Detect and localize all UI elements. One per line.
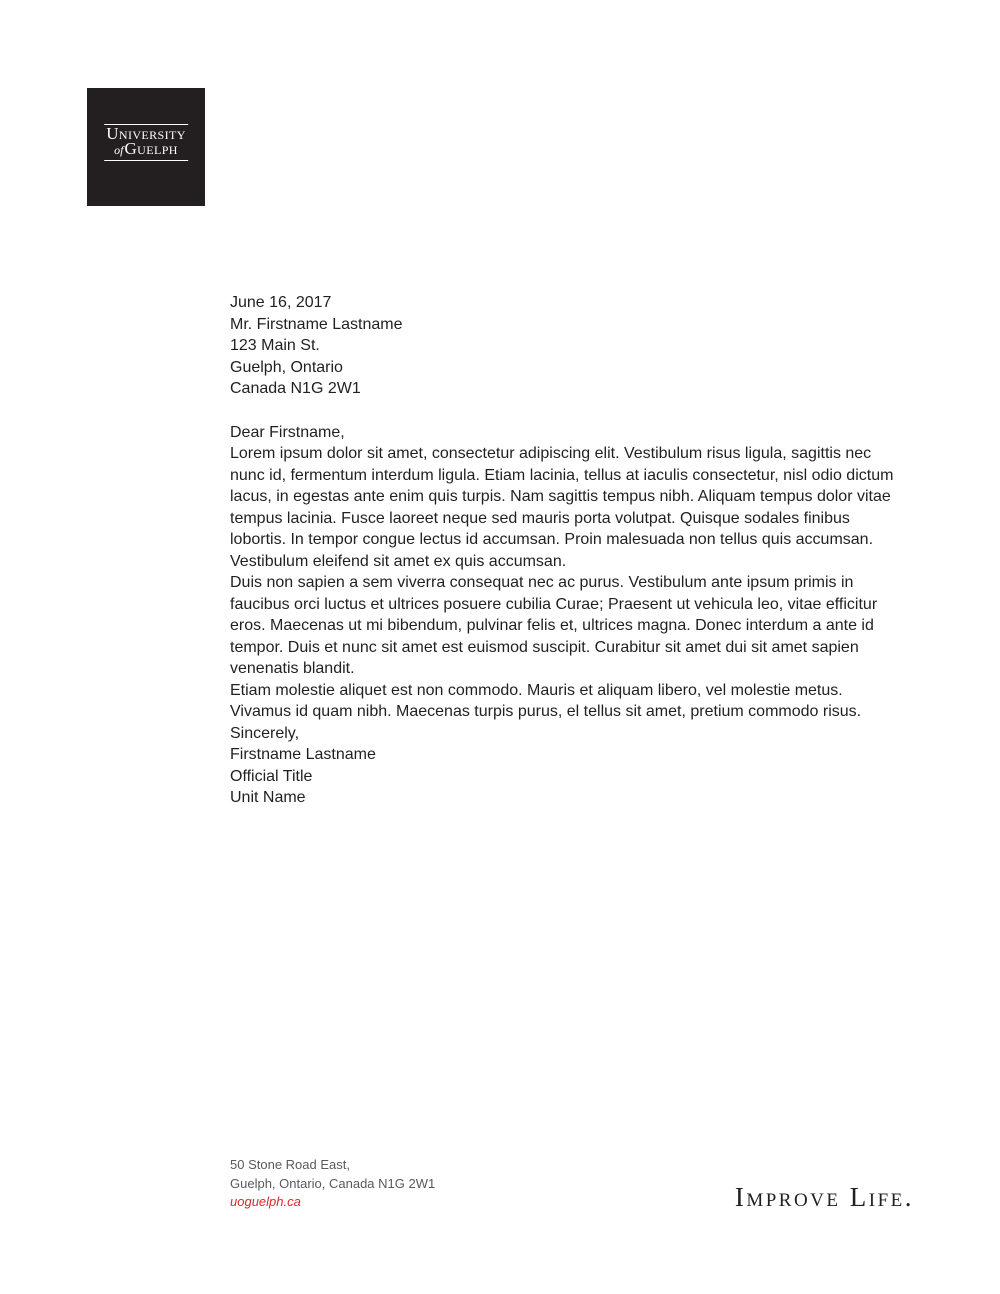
signature-block [230,744,906,809]
closing-salutation: Sincerely, [230,724,300,742]
recipient-name: Mr. Firstname Lastname [230,315,403,333]
university-of-guelph-logo [87,88,205,206]
signature-title: Official Title [230,767,313,785]
body-paragraph-2: Duis non sapien a sem viverra consequat nec ac purus. Vestibulum ante ipsum primis in faucibus orci luctus et ultrices posuere cubilia Curae; Praesent ut vehicula leo, vitae efficitur eros. Maecenas ut mi bibendum, pulvinar felis et, ultrices magna. Donec interdum a ante id tempor. Duis et nunc sit amet est euismod suscipit. Curabitur sit amet dui sit amet sapien venenatis blandit. [230,574,878,677]
recipient-street: 123 Main St. [230,337,320,354]
logo-text-university: University [106,124,186,143]
logo-text-of: of [114,143,124,157]
letter-content [230,292,906,809]
footer-city: Guelph, Ontario, Canada N1G 2W1 [230,1175,436,1191]
body-paragraph-3: Etiam molestie aliquet est non commodo. Mauris et aliquam libero, vel molestie metus. Vivamus id quam nibh. Maecenas turpis purus, el tellus sit amet, pretium commodo risus. [230,681,862,720]
letter-date: June 16, 2017 [230,294,332,311]
improve-life-tagline: Improve Life. [734,1182,914,1212]
footer-website-link[interactable]: uoguelph.ca [230,1194,301,1209]
recipient-country-postal: Canada N1G 2W1 [230,380,361,397]
recipient-city: Guelph, Ontario [230,358,343,376]
footer-street: 50 Stone Road East, [230,1157,350,1172]
logo-text-guelph: Guelph [124,139,178,158]
salutation: Dear Firstname, [230,423,345,441]
signature-unit: Unit Name [230,789,306,806]
logo-wordmark [104,124,188,161]
logo-text-of-guelph [106,141,186,158]
footer-address-block [230,1156,435,1212]
signature-name: Firstname Lastname [230,746,376,763]
body-paragraph-1: Lorem ipsum dolor sit amet, consectetur adipiscing elit. Vestibulum risus ligula, sagittis nec nunc id, fermentum interdum ligula. Etiam lacinia, tellus at iaculis consectetur, nisl odio dictum lacus, in egestas ante enim quis turpis. Nam sagittis tempus nibh. Aliquam tempus dolor vitae tempus lacinia. Fusce laoreet neque sed mauris porta volutpat. Quisque sodales finibus lobortis. In tempor congue lectus id accumsan. Proin malesuada non tellus quis accumsan. Vestibulum eleifend sit amet ex quis accumsan. [230,445,894,570]
recipient-address-block [230,314,906,400]
